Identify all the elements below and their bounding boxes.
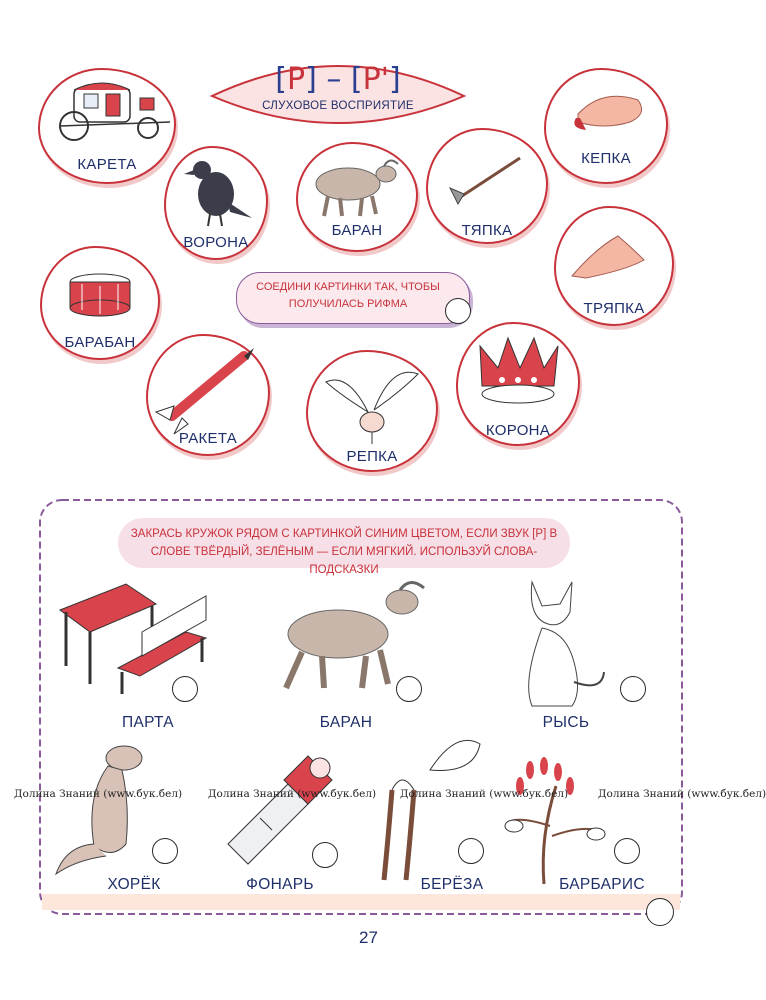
- answer-circle-horyok[interactable]: [152, 838, 178, 864]
- word-label: ТРЯПКА: [583, 300, 645, 317]
- word-label: КАРЕТА: [77, 156, 137, 173]
- word-label: ТЯПКА: [461, 222, 513, 239]
- item-label-parta: ПАРТА: [122, 714, 174, 731]
- title-sound-hard: Р: [287, 62, 306, 97]
- watermark: Долина Знаний (www.бук.бел): [14, 788, 183, 800]
- birch-icon: [370, 730, 500, 890]
- rhyme-instruction-text: СОЕДИНИ КАРТИНКИ ТАК, ЧТОБЫ ПОЛУЧИЛАСЬ РИФМА: [256, 281, 440, 310]
- page-number: 27: [359, 928, 378, 947]
- word-label: РЕПКА: [346, 448, 398, 465]
- answer-circle-fonar[interactable]: [312, 842, 338, 868]
- answer-circle-barbaris[interactable]: [614, 838, 640, 864]
- word-label: БАРАН: [331, 222, 383, 239]
- card-raketa[interactable]: [146, 334, 270, 456]
- item-label-barbaris: БАРБАРИС: [559, 876, 645, 893]
- answer-circle-rys[interactable]: [620, 676, 646, 702]
- word-label: РАКЕТА: [178, 430, 238, 447]
- ferret-icon: [46, 736, 166, 886]
- watermark: Долина Знаний (www.бук.бел): [400, 788, 569, 800]
- answer-circle-parta[interactable]: [172, 676, 198, 702]
- title-sound-soft: Р': [362, 62, 389, 97]
- word-label: ВОРОНА: [183, 234, 249, 251]
- card-kepka[interactable]: [544, 68, 668, 184]
- word-label: КЕПКА: [581, 150, 631, 167]
- card-kareta[interactable]: [38, 68, 176, 184]
- card-baraban[interactable]: [40, 246, 160, 360]
- barberry-icon: [500, 756, 610, 886]
- card-vorona[interactable]: [164, 146, 268, 260]
- color-instruction-text: ЗАКРАСЬ КРУЖОК РЯДОМ С КАРТИНКОЙ СИНИМ ЦВЕТОМ, ЕСЛИ ЗВУК [Р] В СЛОВЕ ТВЁРДЫЙ, ЗЕЛЁНЫМ — ЕСЛИ МЯГКИЙ. ИСПОЛЬЗУЙ СЛОВА-ПОДСКАЗКИ: [130, 528, 558, 576]
- card-tyapka[interactable]: [426, 128, 548, 244]
- card-korona[interactable]: [456, 322, 580, 446]
- page-subtitle: СЛУХОВОЕ ВОСПРИЯТИЕ: [262, 100, 414, 112]
- frame-corner-circle[interactable]: [646, 898, 674, 926]
- rhyme-instruction: [236, 272, 470, 324]
- answer-circle-beryoza[interactable]: [458, 838, 484, 864]
- word-label: БАРАБАН: [64, 334, 136, 351]
- lynx-icon: [512, 572, 622, 712]
- word-label: КОРОНА: [485, 422, 551, 439]
- item-label-horyok: ХОРЁК: [107, 876, 161, 893]
- watermark: Долина Знаний (www.бук.бел): [208, 788, 377, 800]
- title-banner: [208, 58, 468, 128]
- item-label-baran: БАРАН: [319, 714, 373, 731]
- item-label-rys: РЫСЬ: [542, 714, 590, 731]
- answer-circle-baran[interactable]: [396, 676, 422, 702]
- watermark: Долина Знаний (www.бук.бел): [598, 788, 766, 800]
- item-label-beryoza: БЕРЁЗА: [420, 876, 484, 893]
- rhyme-answer-circle[interactable]: [445, 298, 471, 324]
- card-repka[interactable]: [306, 350, 438, 472]
- card-tryapka[interactable]: [554, 206, 674, 326]
- card-baran[interactable]: [296, 142, 418, 252]
- color-instruction: [118, 518, 570, 576]
- page-title: [Р] – [Р']: [275, 62, 401, 97]
- item-label-fonar: ФОНАРЬ: [246, 876, 314, 893]
